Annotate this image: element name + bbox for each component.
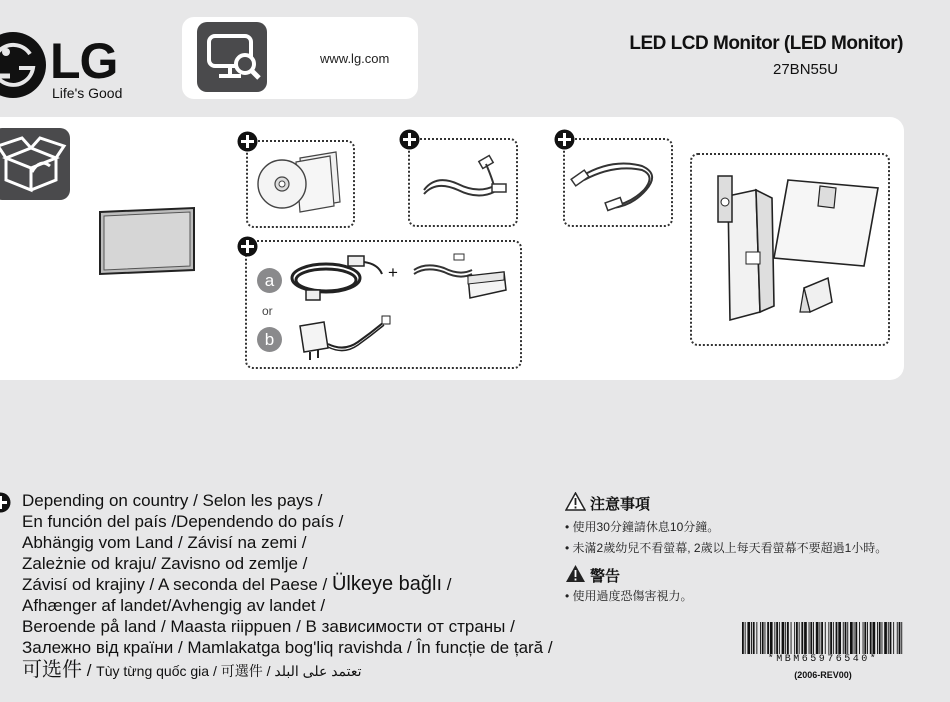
barcode-bar: [774, 622, 775, 654]
barcode-bar: [801, 622, 803, 654]
note-line: Depending on country / Selon les pays /: [22, 491, 323, 510]
option-a-badge: a: [257, 268, 282, 293]
plus-circle-icon: [554, 129, 575, 150]
barcode-bar: [830, 622, 832, 654]
barcode-bar: [850, 622, 853, 654]
caution-triangle-icon: [565, 492, 586, 511]
hdmi-cable-illustration: [414, 150, 510, 214]
note-line: Abhängig vom Land / Závisí na zemi /: [22, 533, 307, 552]
note-line: 可选件 / Tùy từng quốc gia / 可選件 / تعتمد على البلد: [22, 659, 362, 681]
notice-title: 注意事項: [590, 496, 651, 513]
barcode-bar: [864, 622, 866, 654]
barcode-number: *MBM65976540*: [767, 654, 879, 665]
note-line: En función del país /Dependendo do país /: [22, 512, 344, 531]
power-adapter-illustration: [410, 250, 510, 306]
barcode-bar: [877, 622, 878, 654]
barcode-bar: [836, 622, 838, 654]
barcode-bar: [884, 622, 887, 654]
barcode-bar: [813, 622, 814, 654]
warning-title: 警告: [590, 568, 621, 585]
barcode-bar: [745, 622, 746, 654]
barcode-bar: [833, 622, 834, 654]
model-number: 27BN55U: [773, 61, 839, 78]
barcode-bar: [742, 622, 744, 654]
barcode-bar: [770, 622, 773, 654]
brand-tagline: Life's Good: [52, 85, 123, 101]
barcode-bar: [751, 622, 752, 654]
brand-name: LG: [50, 33, 118, 89]
barcode-bar: [799, 622, 800, 654]
barcode-bar: [855, 622, 857, 654]
barcode-bar: [899, 622, 901, 654]
barcode-bar: [859, 622, 860, 654]
lg-logo-icon: [0, 30, 48, 100]
barcode-bar: [796, 622, 798, 654]
barcode-bar: [779, 622, 780, 654]
barcode-bar: [776, 622, 778, 654]
stand-illustration: [700, 162, 884, 340]
power-cord-illustration: [286, 250, 386, 308]
warning-triangle-icon: [565, 564, 586, 583]
barcode-bar: [747, 622, 750, 654]
barcode-bar: [879, 622, 881, 654]
note-line: Zależnie od kraju/ Zavisno od zemlje /: [22, 554, 308, 573]
barcode-bar: [794, 622, 795, 654]
barcode-bar: [870, 622, 872, 654]
barcode-bar: [845, 622, 847, 654]
barcode-bar: [809, 622, 810, 654]
barcode-bar: [854, 622, 855, 654]
barcode-bar: [867, 622, 868, 654]
barcode-bar: [756, 622, 757, 654]
revision-code: (2006-REV00): [794, 670, 852, 680]
plus-sign: +: [388, 263, 398, 282]
website-url[interactable]: www.lg.com: [320, 51, 390, 66]
monitor-search-icon: [197, 22, 267, 92]
note-line: Afhænger af landet/Avhengig av landet /: [22, 596, 326, 615]
barcode-bar: [825, 622, 826, 654]
barcode-bar: [888, 622, 889, 654]
notice-item: • 未滿2歲幼兒不看螢幕, 2歲以上每天看螢幕不要超過1小時。: [565, 541, 888, 555]
barcode-bar: [828, 622, 829, 654]
barcode-bar: [890, 622, 892, 654]
barcode-bar: [897, 622, 898, 654]
barcode-bar: [816, 622, 819, 654]
note-line: Залежно від країни / Mamlakatga bog'liq ravishda / În funcție de țară /: [22, 638, 553, 657]
barcode-bar: [787, 622, 789, 654]
warning-item: • 使用過度恐傷害視力。: [565, 589, 693, 603]
cd-manual-illustration: [256, 150, 344, 216]
note-line: Závisí od krajiny / A seconda del Paese / Ülkeye bağlı /: [22, 573, 452, 595]
barcode-bar: [810, 622, 812, 654]
barcode-bar: [753, 622, 755, 654]
package-box-icon: [0, 128, 70, 200]
note-line: Beroende på land / Maasta riippuen / В зависимости от страны /: [22, 617, 515, 636]
barcode-bar: [882, 622, 883, 654]
barcode-bar: [767, 622, 769, 654]
barcode-bar: [821, 622, 823, 654]
barcode-bar: [782, 622, 785, 654]
barcode-bar: [863, 622, 864, 654]
barcode-bar: [765, 622, 766, 654]
barcode-bar: [804, 622, 807, 654]
wall-adapter-illustration: [294, 312, 398, 364]
barcode-bar: [785, 622, 786, 654]
barcode-bar: [760, 622, 761, 654]
barcode-bar: [901, 622, 902, 654]
barcode-bar: [819, 622, 820, 654]
notice-item: • 使用30分鐘請休息10分鐘。: [565, 520, 720, 534]
barcode-bar: [843, 622, 844, 654]
plus-circle-icon: [399, 129, 420, 150]
displayport-cable-illustration: [568, 148, 664, 216]
plus-circle-icon: [237, 236, 258, 257]
barcode: [742, 622, 904, 654]
country-availability-notes: [22, 490, 553, 682]
barcode-bar: [893, 622, 894, 654]
barcode-bar: [762, 622, 764, 654]
plus-circle-icon: [0, 492, 11, 513]
plus-circle-icon: [237, 131, 258, 152]
option-or-label: or: [262, 304, 273, 318]
product-title: LED LCD Monitor (LED Monitor): [629, 33, 903, 54]
option-b-badge: b: [257, 327, 282, 352]
barcode-bar: [838, 622, 841, 654]
barcode-bar: [791, 622, 792, 654]
monitor-panel-illustration: [96, 206, 198, 278]
barcode-bar: [847, 622, 848, 654]
barcode-bar: [873, 622, 876, 654]
